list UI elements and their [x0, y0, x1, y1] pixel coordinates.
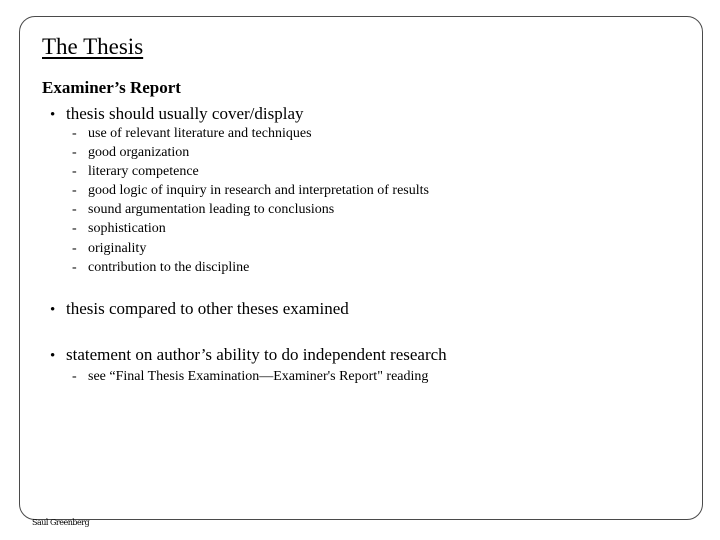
bullet-item-compared	[50, 299, 349, 319]
sub-item-text: contribution to the discipline	[88, 259, 250, 275]
sub-item	[72, 239, 429, 258]
bullet-item-cover-display	[50, 104, 304, 124]
dash-marker: -	[72, 259, 77, 275]
bullet-text: statement on author’s ability to do independent research	[66, 345, 447, 364]
bullet-dot: •	[50, 107, 56, 123]
slide-title: The Thesis	[42, 34, 144, 59]
sub-item-text: literary competence	[88, 164, 199, 180]
section-heading: Examiner’s Report	[42, 78, 181, 97]
sub-item-text: see “Final Thesis Examination—Examiner's Report" reading	[88, 369, 429, 384]
sub-item	[72, 200, 429, 219]
sub-item-text: good logic of inquiry in research and interpretation of results	[88, 183, 429, 199]
sub-item	[72, 181, 429, 200]
sub-item	[72, 258, 429, 277]
sub-item	[72, 124, 429, 143]
sub-item	[72, 143, 429, 162]
dash-marker: -	[72, 202, 77, 218]
sub-item	[72, 367, 428, 386]
author-footer: Saul Greenberg	[32, 518, 90, 527]
dash-marker: -	[72, 183, 77, 199]
dash-marker: -	[72, 126, 77, 141]
author-ability-sublist	[72, 367, 428, 386]
sub-item-text: good organization	[88, 145, 190, 161]
sub-item	[72, 219, 429, 238]
sub-item-text: sound argumentation leading to conclusions	[88, 202, 335, 218]
bullet-dot: •	[50, 302, 56, 318]
sub-item-text: use of relevant literature and techniques	[88, 126, 312, 141]
dash-marker: -	[72, 164, 77, 180]
dash-marker: -	[72, 221, 77, 237]
cover-display-sublist	[72, 124, 429, 277]
sub-item	[72, 162, 429, 181]
bullet-text: thesis compared to other theses examined	[66, 299, 349, 318]
dash-marker: -	[72, 369, 77, 384]
dash-marker: -	[72, 145, 77, 161]
dash-marker: -	[72, 240, 77, 256]
bullet-text: thesis should usually cover/display	[66, 104, 304, 123]
bullet-item-author-ability	[50, 345, 447, 365]
sub-item-text: sophistication	[88, 221, 166, 237]
bullet-dot: •	[50, 348, 56, 364]
sub-item-text: originality	[88, 240, 147, 256]
